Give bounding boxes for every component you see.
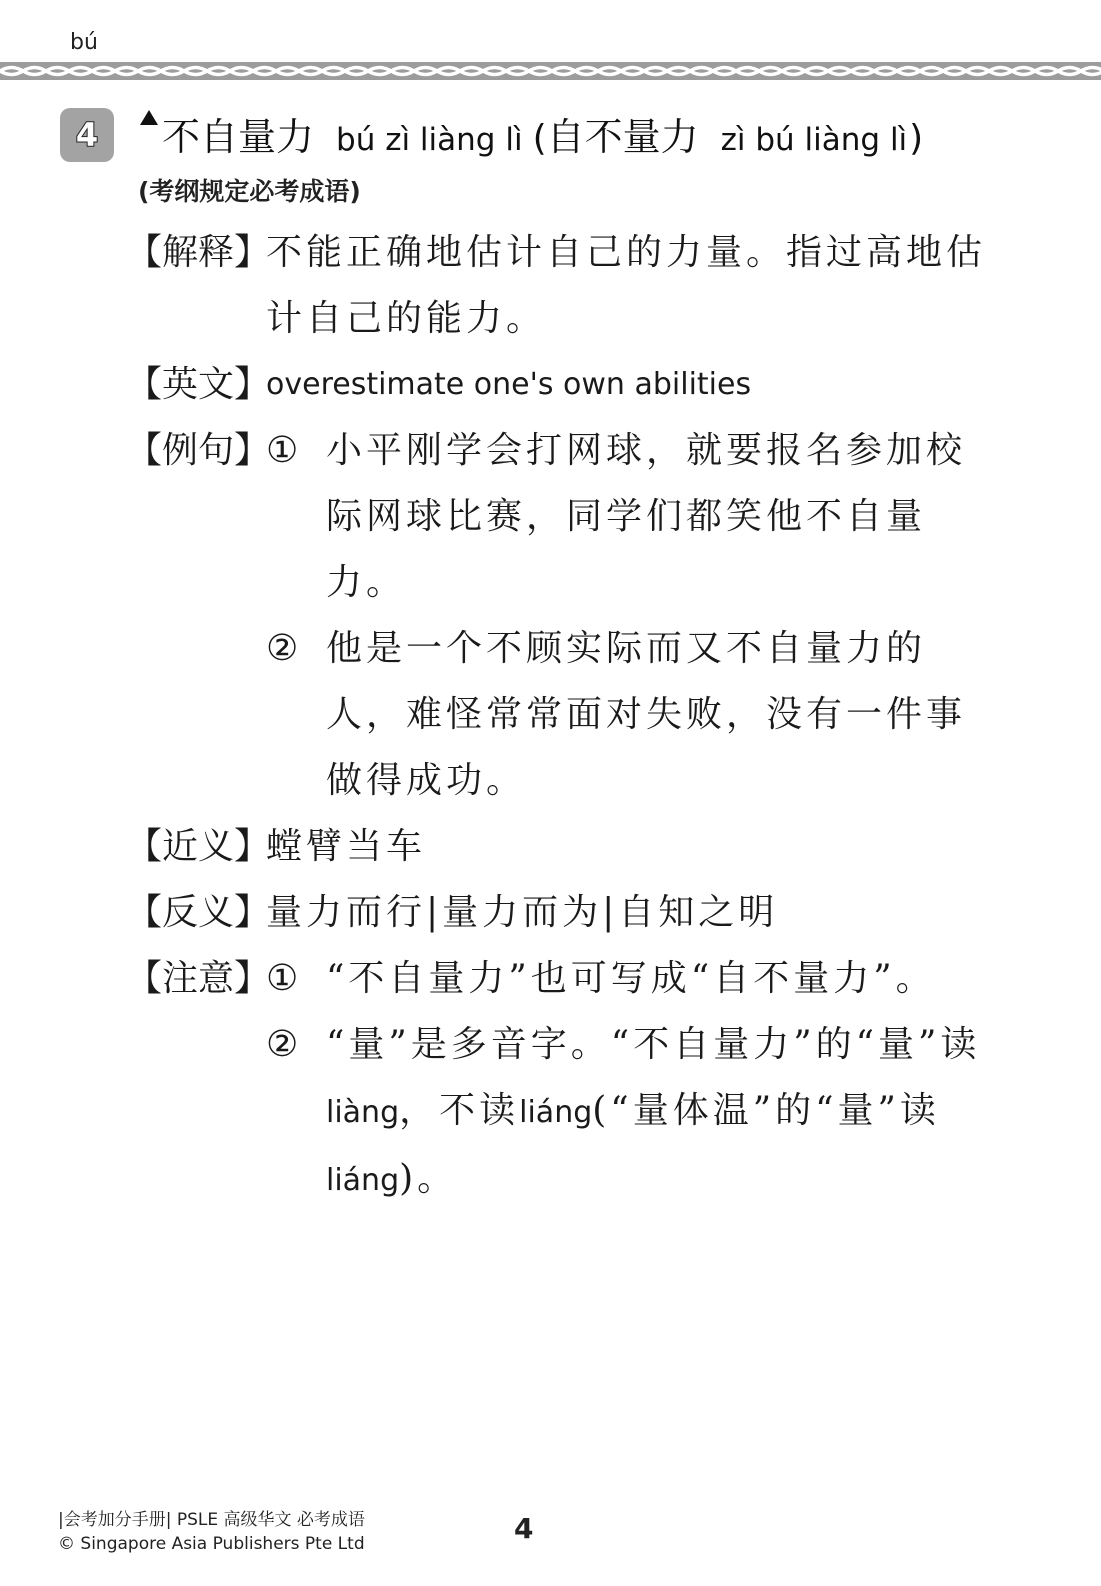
field-label: 【英文】 <box>126 364 271 405</box>
entry-title <box>162 106 923 161</box>
entry-number: 4 <box>75 116 99 154</box>
note-text-part: “量”是多音字。“不自量力”的“量”读 <box>326 1024 981 1065</box>
example-item <box>266 616 996 814</box>
series-title: |会考加分手册| PSLE 高级华文 必考成语 <box>58 1510 365 1530</box>
field-label: 【近义】 <box>126 826 271 867</box>
copyright: © Singapore Asia Publishers Pte Ltd <box>58 1534 365 1554</box>
alt-idiom: 自不量力 <box>546 115 699 159</box>
pinyin-liang2: liáng <box>326 1163 400 1198</box>
field-label: 【例句】 <box>126 430 271 471</box>
example-text: 小平刚学会打网球，就要报名参加校际网球比赛，同学们都笑他不自量力。 <box>326 430 967 603</box>
entry-number-badge <box>60 108 114 162</box>
idiom-pinyin: bú zì liàng lì <box>336 122 523 158</box>
note-text: “不自量力”也可写成“自不量力”。 <box>326 958 936 999</box>
field-label: 【解释】 <box>126 232 271 273</box>
item-number: ② <box>266 628 299 669</box>
note-item <box>266 946 996 1012</box>
english-text: overestimate one's own abilities <box>266 367 752 402</box>
note-text-part: ，不读 <box>399 1090 520 1131</box>
item-number: ① <box>266 958 299 999</box>
pinyin-liang4: liàng <box>326 1095 400 1130</box>
item-number: ② <box>266 1024 299 1065</box>
pinyin-liang2: liáng <box>519 1095 593 1130</box>
decorative-chain-border <box>0 62 1101 80</box>
footer-credits <box>58 1508 365 1556</box>
running-head: bú <box>70 30 98 55</box>
paren-open: ( <box>532 118 547 159</box>
triangle-icon <box>140 110 158 125</box>
idiom: 不自量力 <box>162 115 315 159</box>
antonym-text: 量力而行|量力而为|自知之明 <box>266 892 779 933</box>
synonym-text: 螳臂当车 <box>266 826 427 867</box>
example-item <box>266 418 996 616</box>
note-item <box>266 1012 996 1214</box>
alt-idiom-pinyin: zì bú liàng lì <box>720 122 908 158</box>
note-text-part: (“量体温”的“量”读 <box>592 1090 940 1131</box>
field-label: 【反义】 <box>126 892 271 933</box>
field-label: 【注意】 <box>126 958 271 999</box>
explanation-text: 不能正确地估计自己的力量。指过高地估计自己的能力。 <box>266 232 987 339</box>
example-text: 他是一个不顾实际而又不自量力的人，难怪常常面对失败，没有一件事做得成功。 <box>326 628 967 801</box>
page-number: 4 <box>514 1512 534 1545</box>
item-number: ① <box>266 430 299 471</box>
exam-note: (考纲规定必考成语) <box>138 177 361 206</box>
note-text <box>326 1012 996 1214</box>
paren-close: ) <box>909 118 924 159</box>
note-text-part: )。 <box>399 1158 458 1199</box>
